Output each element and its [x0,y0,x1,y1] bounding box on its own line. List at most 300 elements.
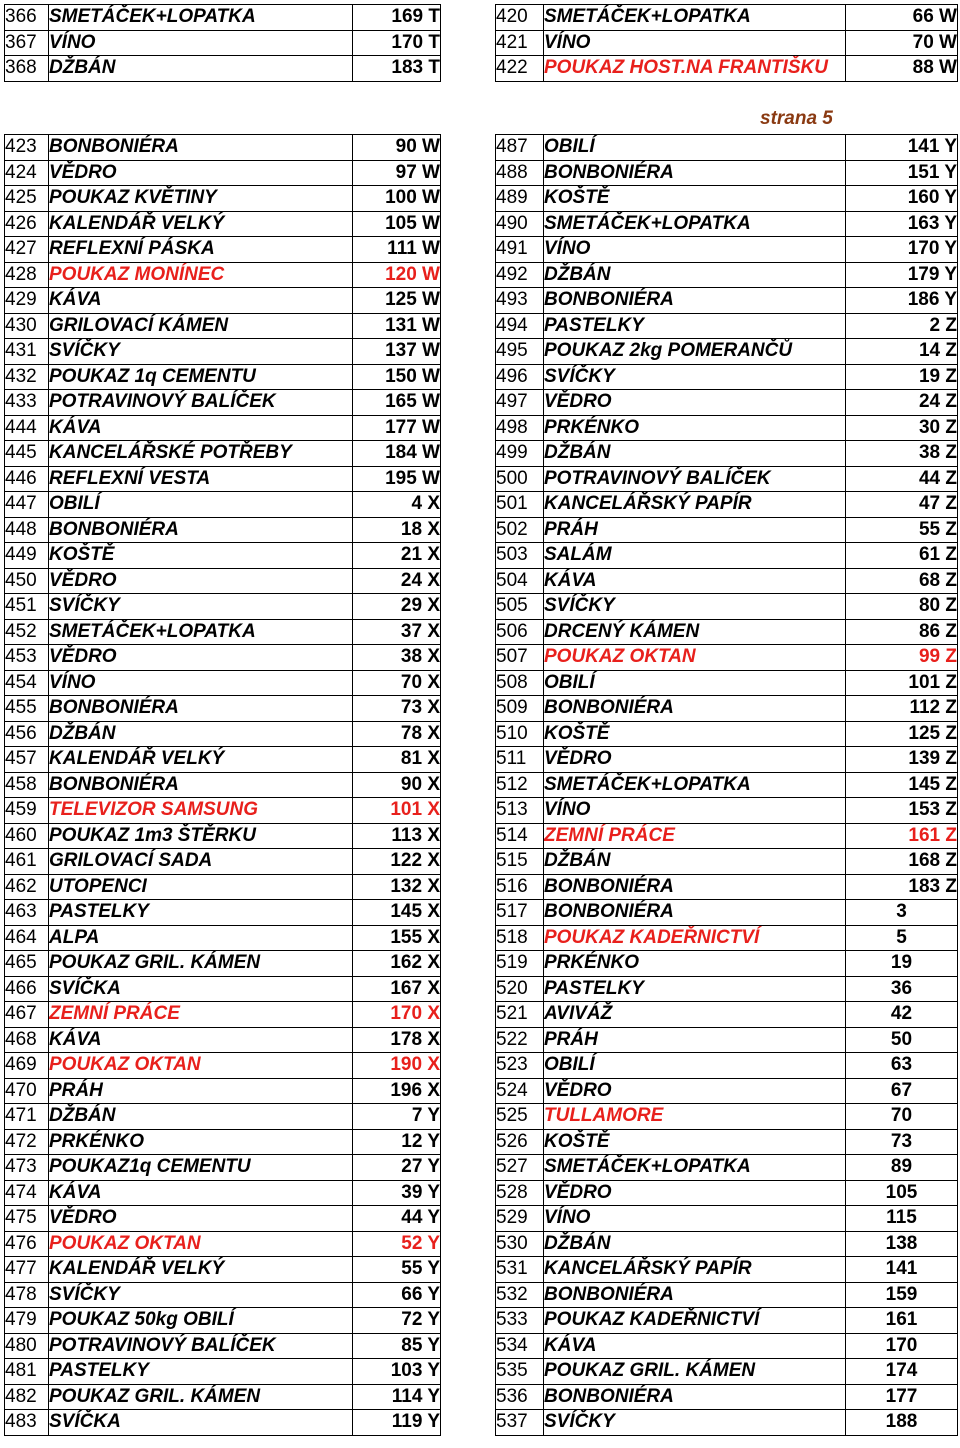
row-number: 422 [496,56,544,82]
row-number: 488 [496,160,544,186]
table-row [5,288,441,314]
prize-value: 161 Z [846,823,958,849]
prize-name: OBILÍ [544,135,846,161]
prize-value: 37 X [353,619,441,645]
prize-value: 47 Z [846,492,958,518]
table-row [5,339,441,365]
table-row [5,1410,441,1436]
prize-name: POUKAZ OKTAN [49,1231,353,1257]
prize-value: 100 W [353,186,441,212]
prize-name: PASTELKY [544,313,846,339]
prize-name: DŽBÁN [544,441,846,467]
prize-name: KÁVA [49,1027,353,1053]
prize-value: 160 Y [846,186,958,212]
row-number: 526 [496,1129,544,1155]
prize-name: PRÁH [49,1078,353,1104]
prize-name: DŽBÁN [544,262,846,288]
prize-value: 68 Z [846,568,958,594]
prize-value: 190 X [353,1053,441,1079]
prize-name: POUKAZ OKTAN [49,1053,353,1079]
prize-value: 141 [846,1257,958,1283]
prize-name: SVÍČKY [49,594,353,620]
prize-value: 131 W [353,313,441,339]
table-row [5,1180,441,1206]
prize-value: 19 Z [846,364,958,390]
table-row [496,1078,958,1104]
table-row [496,186,958,212]
prize-name: PRKÉNKO [49,1129,353,1155]
table-row [496,543,958,569]
prize-value: 30 Z [846,415,958,441]
prize-value: 170 X [353,1002,441,1028]
row-number: 452 [5,619,49,645]
prize-name: GRILOVACÍ SADA [49,849,353,875]
table-row [496,747,958,773]
row-number: 481 [5,1359,49,1385]
prize-value: 97 W [353,160,441,186]
prize-name: PRÁH [544,517,846,543]
prize-name: POTRAVINOVÝ BALÍČEK [49,1333,353,1359]
prize-name: BONBONIÉRA [49,696,353,722]
table-row [496,135,958,161]
prize-name: KALENDÁŘ VELKÝ [49,211,353,237]
table-row [496,1104,958,1130]
prize-value: 196 X [353,1078,441,1104]
table-row [496,976,958,1002]
row-number: 518 [496,925,544,951]
row-number: 421 [496,30,544,56]
prize-name: POUKAZ KADEŘNICTVÍ [544,1308,846,1334]
row-number: 423 [5,135,49,161]
prize-value: 112 Z [846,696,958,722]
row-number: 471 [5,1104,49,1130]
prize-name: GRILOVACÍ KÁMEN [49,313,353,339]
right-prize-table [495,134,958,1436]
table-row [5,874,441,900]
row-number: 428 [5,262,49,288]
prize-value: 170 T [353,30,441,56]
prize-name: VĚDRO [49,645,353,671]
table-row [496,1002,958,1028]
prize-value: 153 Z [846,798,958,824]
table-row [5,1384,441,1410]
table-row [5,1104,441,1130]
prize-value: 183 Z [846,874,958,900]
table-row [496,390,958,416]
prize-value: 70 W [846,30,958,56]
prize-value: 63 [846,1053,958,1079]
prize-name: KOŠTĚ [544,721,846,747]
prize-name: SALÁM [544,543,846,569]
prize-value: 139 Z [846,747,958,773]
prize-name: VĚDRO [544,1078,846,1104]
row-number: 516 [496,874,544,900]
prize-name: SVÍČKA [49,1410,353,1436]
row-number: 507 [496,645,544,671]
row-number: 519 [496,951,544,977]
prize-value: 50 [846,1027,958,1053]
table-row [5,313,441,339]
prize-value: 66 W [846,5,958,31]
prize-name: BONBONIÉRA [544,1384,846,1410]
prize-name: VÍNO [544,237,846,263]
prize-name: KÁVA [544,568,846,594]
row-number: 469 [5,1053,49,1079]
prize-name: DŽBÁN [544,849,846,875]
row-number: 470 [5,1078,49,1104]
row-number: 529 [496,1206,544,1232]
prize-name: POUKAZ GRIL. KÁMEN [544,1359,846,1385]
row-number: 482 [5,1384,49,1410]
prize-value: 122 X [353,849,441,875]
table-row [5,568,441,594]
prize-value: 42 [846,1002,958,1028]
prize-value: 178 X [353,1027,441,1053]
prize-name: POUKAZ 1m3 ŠTĚRKU [49,823,353,849]
prize-value: 183 T [353,56,441,82]
table-row [496,160,958,186]
table-row [496,925,958,951]
prize-value: 90 W [353,135,441,161]
prize-value: 138 [846,1231,958,1257]
row-number: 480 [5,1333,49,1359]
prize-name: KALENDÁŘ VELKÝ [49,1257,353,1283]
table-row [5,951,441,977]
prize-name: BONBONIÉRA [544,1282,846,1308]
table-row [5,976,441,1002]
prize-value: 137 W [353,339,441,365]
row-number: 476 [5,1231,49,1257]
prize-name: KÁVA [49,415,353,441]
table-row [5,823,441,849]
table-row [5,5,441,31]
table-row [5,1282,441,1308]
prize-value: 4 X [353,492,441,518]
prize-name: BONBONIÉRA [544,160,846,186]
table-row [496,313,958,339]
row-number: 528 [496,1180,544,1206]
row-number: 520 [496,976,544,1002]
prize-value: 14 Z [846,339,958,365]
prize-value: 89 [846,1155,958,1181]
row-number: 474 [5,1180,49,1206]
row-number: 531 [496,1257,544,1283]
prize-name: POUKAZ KADEŘNICTVÍ [544,925,846,951]
prize-value: 163 Y [846,211,958,237]
row-number: 456 [5,721,49,747]
prize-name: PRKÉNKO [544,415,846,441]
prize-name: POUKAZ 1q CEMENTU [49,364,353,390]
prize-name: VĚDRO [544,747,846,773]
prize-name: DŽBÁN [49,1104,353,1130]
prize-value: 168 Z [846,849,958,875]
table-row [496,721,958,747]
prize-name: AVIVÁŽ [544,1002,846,1028]
table-row [5,415,441,441]
row-number: 504 [496,568,544,594]
table-row [5,135,441,161]
table-row [496,670,958,696]
prize-value: 73 [846,1129,958,1155]
prize-name: POUKAZ 50kg OBILÍ [49,1308,353,1334]
table-row [5,390,441,416]
prize-name: DŽBÁN [49,721,353,747]
row-number: 429 [5,288,49,314]
prize-value: 66 Y [353,1282,441,1308]
prize-name: BONBONIÉRA [544,900,846,926]
prize-value: 70 [846,1104,958,1130]
prize-value: 105 [846,1180,958,1206]
prize-value: 88 W [846,56,958,82]
prize-name: POUKAZ HOST.NA FRANTIŠKU [544,56,846,82]
row-number: 453 [5,645,49,671]
row-number: 448 [5,517,49,543]
table-row [496,849,958,875]
prize-name: POUKAZ GRIL. KÁMEN [49,1384,353,1410]
prize-value: 119 Y [353,1410,441,1436]
table-row [496,1180,958,1206]
prize-value: 155 X [353,925,441,951]
row-number: 501 [496,492,544,518]
row-number: 451 [5,594,49,620]
prize-name: PASTELKY [544,976,846,1002]
prize-name: SMETÁČEK+LOPATKA [544,1155,846,1181]
row-number: 425 [5,186,49,212]
prize-name: SVÍČKY [49,1282,353,1308]
row-number: 500 [496,466,544,492]
row-number: 499 [496,441,544,467]
row-number: 527 [496,1155,544,1181]
row-number: 475 [5,1206,49,1232]
prize-value: 7 Y [353,1104,441,1130]
table-row [496,517,958,543]
table-row [5,747,441,773]
prize-value: 170 Y [846,237,958,263]
prize-name: OBILÍ [49,492,353,518]
prize-name: POUKAZ GRIL. KÁMEN [49,951,353,977]
table-row [5,900,441,926]
prize-name: VĚDRO [544,390,846,416]
prize-name: DRCENÝ KÁMEN [544,619,846,645]
prize-value: 162 X [353,951,441,977]
row-number: 462 [5,874,49,900]
prize-value: 101 Z [846,670,958,696]
table-row [5,1308,441,1334]
row-number: 494 [496,313,544,339]
table-row [5,441,441,467]
row-number: 489 [496,186,544,212]
row-number: 472 [5,1129,49,1155]
row-number: 525 [496,1104,544,1130]
prize-name: SMETÁČEK+LOPATKA [544,211,846,237]
table-row [5,1027,441,1053]
row-number: 464 [5,925,49,951]
row-number: 368 [5,56,49,82]
table-row [5,772,441,798]
prize-name: POTRAVINOVÝ BALÍČEK [49,390,353,416]
table-row [5,186,441,212]
prize-value: 21 X [353,543,441,569]
prize-name: POUKAZ KVĚTINY [49,186,353,212]
prize-name: VÍNO [544,1206,846,1232]
prize-name: BONBONIÉRA [544,288,846,314]
table-row [5,645,441,671]
prize-name: KALENDÁŘ VELKÝ [49,747,353,773]
table-row [5,594,441,620]
row-number: 532 [496,1282,544,1308]
prize-name: PASTELKY [49,1359,353,1385]
prize-value: 3 [846,900,958,926]
table-row [496,492,958,518]
prize-value: 38 X [353,645,441,671]
table-row [5,1053,441,1079]
row-number: 498 [496,415,544,441]
prize-value: 174 [846,1359,958,1385]
prize-name: POUKAZ1q CEMENTU [49,1155,353,1181]
table-row [496,1129,958,1155]
row-number: 444 [5,415,49,441]
table-row [496,1231,958,1257]
prize-name: BONBONIÉRA [544,874,846,900]
table-row [496,441,958,467]
row-number: 479 [5,1308,49,1334]
row-number: 466 [5,976,49,1002]
row-number: 535 [496,1359,544,1385]
prize-name: SMETÁČEK+LOPATKA [49,619,353,645]
row-number: 455 [5,696,49,722]
table-row [5,849,441,875]
row-number: 420 [496,5,544,31]
prize-value: 113 X [353,823,441,849]
prize-name: DŽBÁN [49,56,353,82]
prize-value: 55 Y [353,1257,441,1283]
table-row [496,339,958,365]
table-row [496,823,958,849]
prize-name: KANCELÁŘSKÝ PAPÍR [544,1257,846,1283]
prize-value: 177 [846,1384,958,1410]
prize-value: 67 [846,1078,958,1104]
prize-value: 184 W [353,441,441,467]
row-number: 509 [496,696,544,722]
table-row [496,1359,958,1385]
table-row [5,925,441,951]
table-row [496,1384,958,1410]
table-row [496,1333,958,1359]
table-row [496,619,958,645]
prize-name: PASTELKY [49,900,353,926]
row-number: 483 [5,1410,49,1436]
prize-value: 186 Y [846,288,958,314]
row-number: 536 [496,1384,544,1410]
prize-value: 159 [846,1282,958,1308]
prize-name: POUKAZ OKTAN [544,645,846,671]
table-row [496,874,958,900]
table-row [5,364,441,390]
prize-value: 2 Z [846,313,958,339]
row-number: 427 [5,237,49,263]
prize-value: 101 X [353,798,441,824]
table-row [5,466,441,492]
row-number: 426 [5,211,49,237]
prize-name: KOŠTĚ [49,543,353,569]
prize-value: 61 Z [846,543,958,569]
row-number: 450 [5,568,49,594]
prize-value: 19 [846,951,958,977]
top-right-table [495,4,958,82]
row-number: 424 [5,160,49,186]
prize-name: ZEMNÍ PRÁCE [544,823,846,849]
row-number: 463 [5,900,49,926]
prize-name: VÍNO [544,30,846,56]
prize-value: 73 X [353,696,441,722]
table-row [496,1410,958,1436]
row-number: 497 [496,390,544,416]
row-number: 524 [496,1078,544,1104]
prize-name: SMETÁČEK+LOPATKA [49,5,353,31]
prize-value: 103 Y [353,1359,441,1385]
prize-name: PRKÉNKO [544,951,846,977]
prize-value: 167 X [353,976,441,1002]
prize-value: 5 [846,925,958,951]
prize-value: 29 X [353,594,441,620]
row-number: 515 [496,849,544,875]
prize-value: 24 X [353,568,441,594]
prize-name: KÁVA [49,1180,353,1206]
table-row [496,30,958,56]
table-row [496,568,958,594]
table-row [496,594,958,620]
table-row [496,1257,958,1283]
page-label: strana 5 [760,108,833,129]
table-row [5,30,441,56]
table-row [5,619,441,645]
prize-value: 111 W [353,237,441,263]
prize-value: 24 Z [846,390,958,416]
prize-name: UTOPENCI [49,874,353,900]
row-number: 445 [5,441,49,467]
left-prize-table [4,134,441,1436]
prize-name: TULLAMORE [544,1104,846,1130]
row-number: 537 [496,1410,544,1436]
table-row [496,951,958,977]
prize-value: 44 Z [846,466,958,492]
table-row [5,696,441,722]
prize-name: OBILÍ [544,670,846,696]
prize-name: OBILÍ [544,1053,846,1079]
prize-name: VĚDRO [49,1206,353,1232]
prize-name: DŽBÁN [544,1231,846,1257]
prize-value: 170 [846,1333,958,1359]
table-row [5,211,441,237]
table-row [5,543,441,569]
row-number: 534 [496,1333,544,1359]
prize-value: 39 Y [353,1180,441,1206]
prize-value: 52 Y [353,1231,441,1257]
row-number: 513 [496,798,544,824]
table-row [5,1155,441,1181]
table-row [5,56,441,82]
prize-value: 114 Y [353,1384,441,1410]
prize-value: 169 T [353,5,441,31]
table-row [5,1231,441,1257]
table-row [496,798,958,824]
row-number: 521 [496,1002,544,1028]
row-number: 473 [5,1155,49,1181]
row-number: 449 [5,543,49,569]
prize-name: VÍNO [49,670,353,696]
table-row [5,670,441,696]
prize-value: 132 X [353,874,441,900]
